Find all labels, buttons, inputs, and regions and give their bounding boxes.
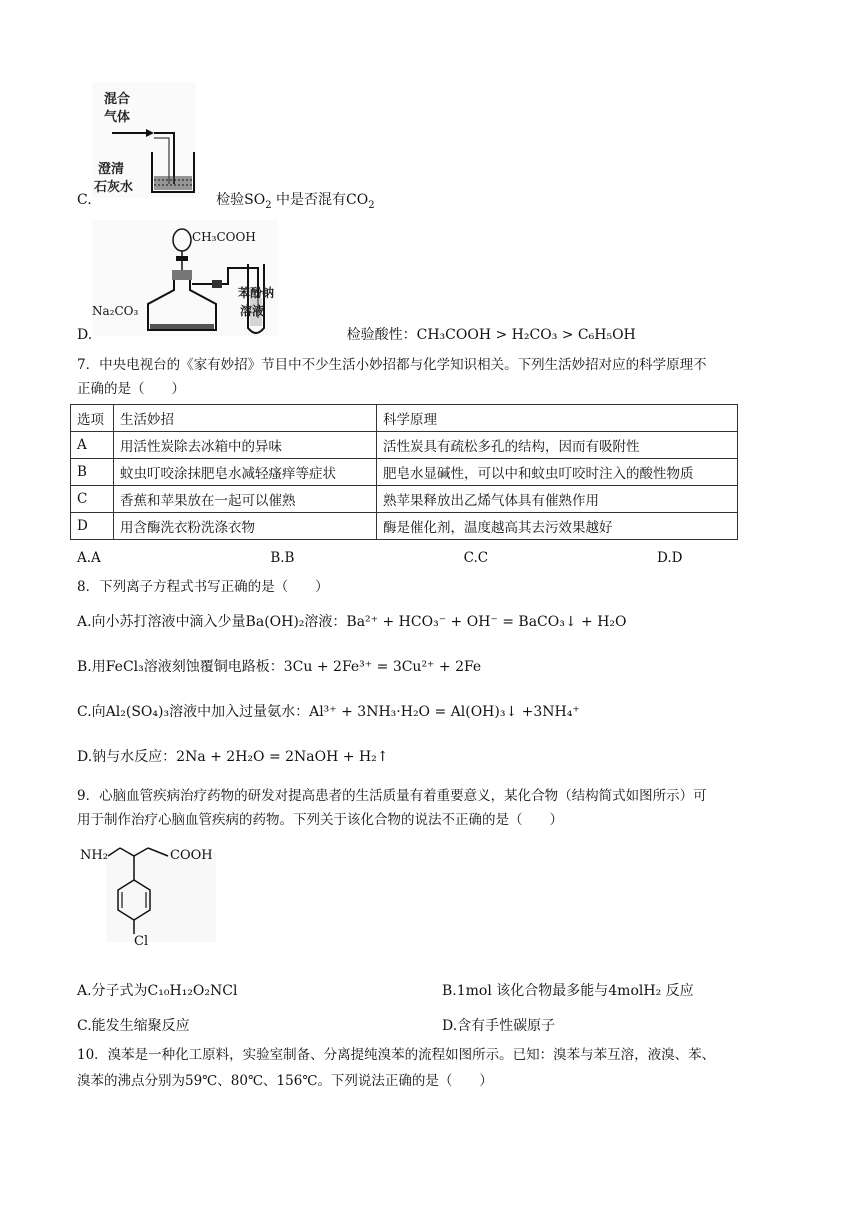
table-cell: 用活性炭除去冰箱中的异味 xyxy=(114,432,377,459)
table-cell: C xyxy=(71,486,114,513)
itemD-line xyxy=(77,325,636,345)
q7-choice-c[interactable]: C.C xyxy=(463,550,489,566)
itemC-line xyxy=(77,190,375,216)
fig-label-mixed-gas-2: 气体 xyxy=(104,110,131,125)
q10-stem-line1: 10．溴苯是一种化工原料，实验室制备、分离提纯溴苯的流程如图所示。已知：溴苯与苯互溶，液溴、苯、 xyxy=(77,1047,716,1063)
itemC-letter: C. xyxy=(77,192,92,208)
struct-label-amine: NH₂ xyxy=(80,848,108,863)
itemD-text: 检验酸性：CH₃COOH > H₂CO₃ > C₆H₅OH xyxy=(346,327,636,343)
q8-option-d[interactable]: D.钠与水反应：2Na + 2H₂O = 2NaOH + H₂↑ xyxy=(77,749,389,765)
fig-label-mixed-gas-1: 混合 xyxy=(104,92,131,107)
q9-stem-line1: 9．心脑血管疾病治疗药物的研发对提高患者的生活质量有着重要意义，某化合物（结构简式如图所示）可 xyxy=(77,788,707,804)
table-cell: 肥皂水显碱性，可以中和蚊虫叮咬时注入的酸性物质 xyxy=(377,459,738,486)
itemD-figure xyxy=(90,218,280,338)
table-cell: A xyxy=(71,432,114,459)
table-row xyxy=(71,513,738,540)
q8-option-c[interactable]: C.向Al₂(SO₄)₃溶液中加入过量氨水：Al³⁺ + 3NH₃·H₂O = Al(OH)₃↓ +3NH₄⁺ xyxy=(77,704,580,720)
itemC-figure xyxy=(90,80,200,200)
q10-stem-line2: 溴苯的沸点分别为59℃、80℃、156℃。下列说法正确的是（ ） xyxy=(77,1073,493,1089)
table-cell: 蚊虫叮咬涂抹肥皂水减轻瘙痒等症状 xyxy=(114,459,377,486)
q9-option-b[interactable]: B.1mol 该化合物最多能与4molH₂ 反应 xyxy=(442,983,694,999)
q7-choice-b[interactable]: B.B xyxy=(270,550,295,566)
table-row xyxy=(71,432,738,459)
table-cell: 酶是催化剂，温度越高其去污效果越好 xyxy=(377,513,738,540)
itemC-text-mid: 中是否混有CO xyxy=(271,192,369,208)
table-row xyxy=(71,459,738,486)
q9-option-d[interactable]: D.含有手性碳原子 xyxy=(442,1018,556,1034)
fig-label-acid: CH₃COOH xyxy=(192,230,256,244)
table-header-row xyxy=(71,405,738,432)
table-header-cell: 科学原理 xyxy=(377,405,738,432)
fig-label-phenoxide-1: 苯酚钠 xyxy=(238,286,275,300)
q9-option-a[interactable]: A.分子式为C₁₀H₁₂O₂NCl xyxy=(77,983,238,999)
itemC-sub-a: 2 xyxy=(265,200,272,211)
q9-stem-line2: 用于制作治疗心脑血管疾病的药物。下列关于该化合物的说法不正确的是（ ） xyxy=(77,812,563,828)
itemD-letter: D. xyxy=(77,327,93,343)
q7-choice-a[interactable]: A.A xyxy=(77,550,101,566)
table-cell: D xyxy=(71,513,114,540)
q7-stem-line1: 7．中央电视台的《家有妙招》节目中不少生活小妙招都与化学知识相关。下列生活妙招对应的科学原理不 xyxy=(77,357,707,373)
table-cell: 活性炭具有疏松多孔的结构，因而有吸附性 xyxy=(377,432,738,459)
struct-label-acid: COOH xyxy=(170,848,213,863)
q7-stem-line2: 正确的是（ ） xyxy=(77,381,185,397)
fig-label-limewater-1: 澄清 xyxy=(98,162,125,177)
itemC-sub-b: 2 xyxy=(368,200,375,211)
q9-option-c[interactable]: C.能发生缩聚反应 xyxy=(77,1018,190,1034)
itemC-text-pre: 检验SO xyxy=(216,192,266,208)
q8-option-b[interactable]: B.用FeCl₃溶液刻蚀覆铜电路板：3Cu + 2Fe³⁺ = 3Cu²⁺ + 2Fe xyxy=(77,659,482,675)
q8-stem: 8．下列离子方程式书写正确的是（ ） xyxy=(77,579,329,595)
fig-label-limewater-2: 石灰水 xyxy=(94,180,134,195)
q7-choices xyxy=(77,550,737,566)
fig-label-phenoxide-2: 溶液 xyxy=(240,304,265,318)
table-header-cell: 选项 xyxy=(71,405,114,432)
table-cell: 用含酶洗衣粉洗涤衣物 xyxy=(114,513,377,540)
table-cell: 熟苹果释放出乙烯气体具有催熟作用 xyxy=(377,486,738,513)
q7-choice-d[interactable]: D.D xyxy=(656,550,683,566)
struct-label-halogen: Cl xyxy=(134,934,149,949)
fig-label-carbonate: Na₂CO₃ xyxy=(92,304,139,318)
table-row xyxy=(71,486,738,513)
q9-structure xyxy=(76,842,226,952)
table-header-cell: 生活妙招 xyxy=(114,405,377,432)
q7-table xyxy=(70,404,738,540)
table-cell: B xyxy=(71,459,114,486)
q8-option-a[interactable]: A.向小苏打溶液中滴入少量Ba(OH)₂溶液：Ba²⁺ + HCO₃⁻ + OH⁻ = BaCO₃↓ + H₂O xyxy=(77,614,627,630)
table-cell: 香蕉和苹果放在一起可以催熟 xyxy=(114,486,377,513)
